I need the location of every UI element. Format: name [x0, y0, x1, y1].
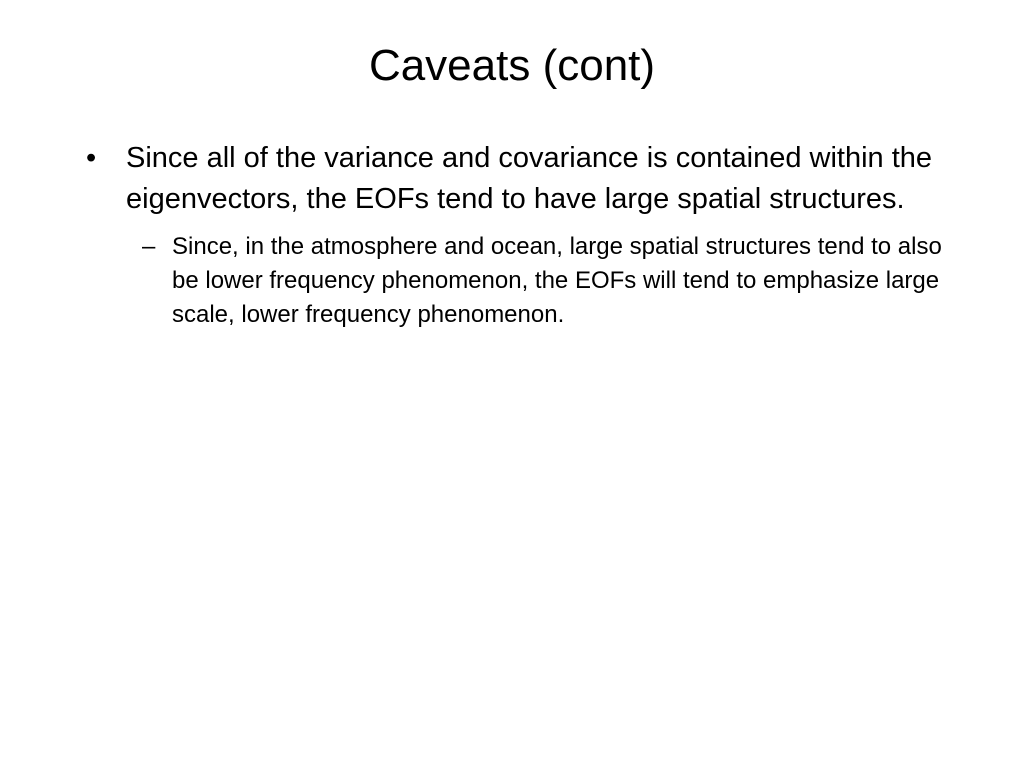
bullet-marker: •	[86, 142, 97, 174]
sub-bullet-item	[126, 230, 946, 332]
sub-bullet-text: Since, in the atmosphere and ocean, large spatial structures tend to also be lower frequency phenomenon, the EOFs will tend to emphasize large scale, lower frequency phenomenon.	[172, 233, 942, 328]
slide-title: Caveats (cont)	[368, 41, 656, 90]
slide-body	[86, 138, 946, 332]
bullet-item	[86, 138, 946, 220]
sub-bullet-marker: –	[142, 233, 156, 260]
bullet-text: Since all of the variance and covariance is contained within the eigenvectors, the EOFs tend to have large spatial structures.	[126, 142, 933, 215]
